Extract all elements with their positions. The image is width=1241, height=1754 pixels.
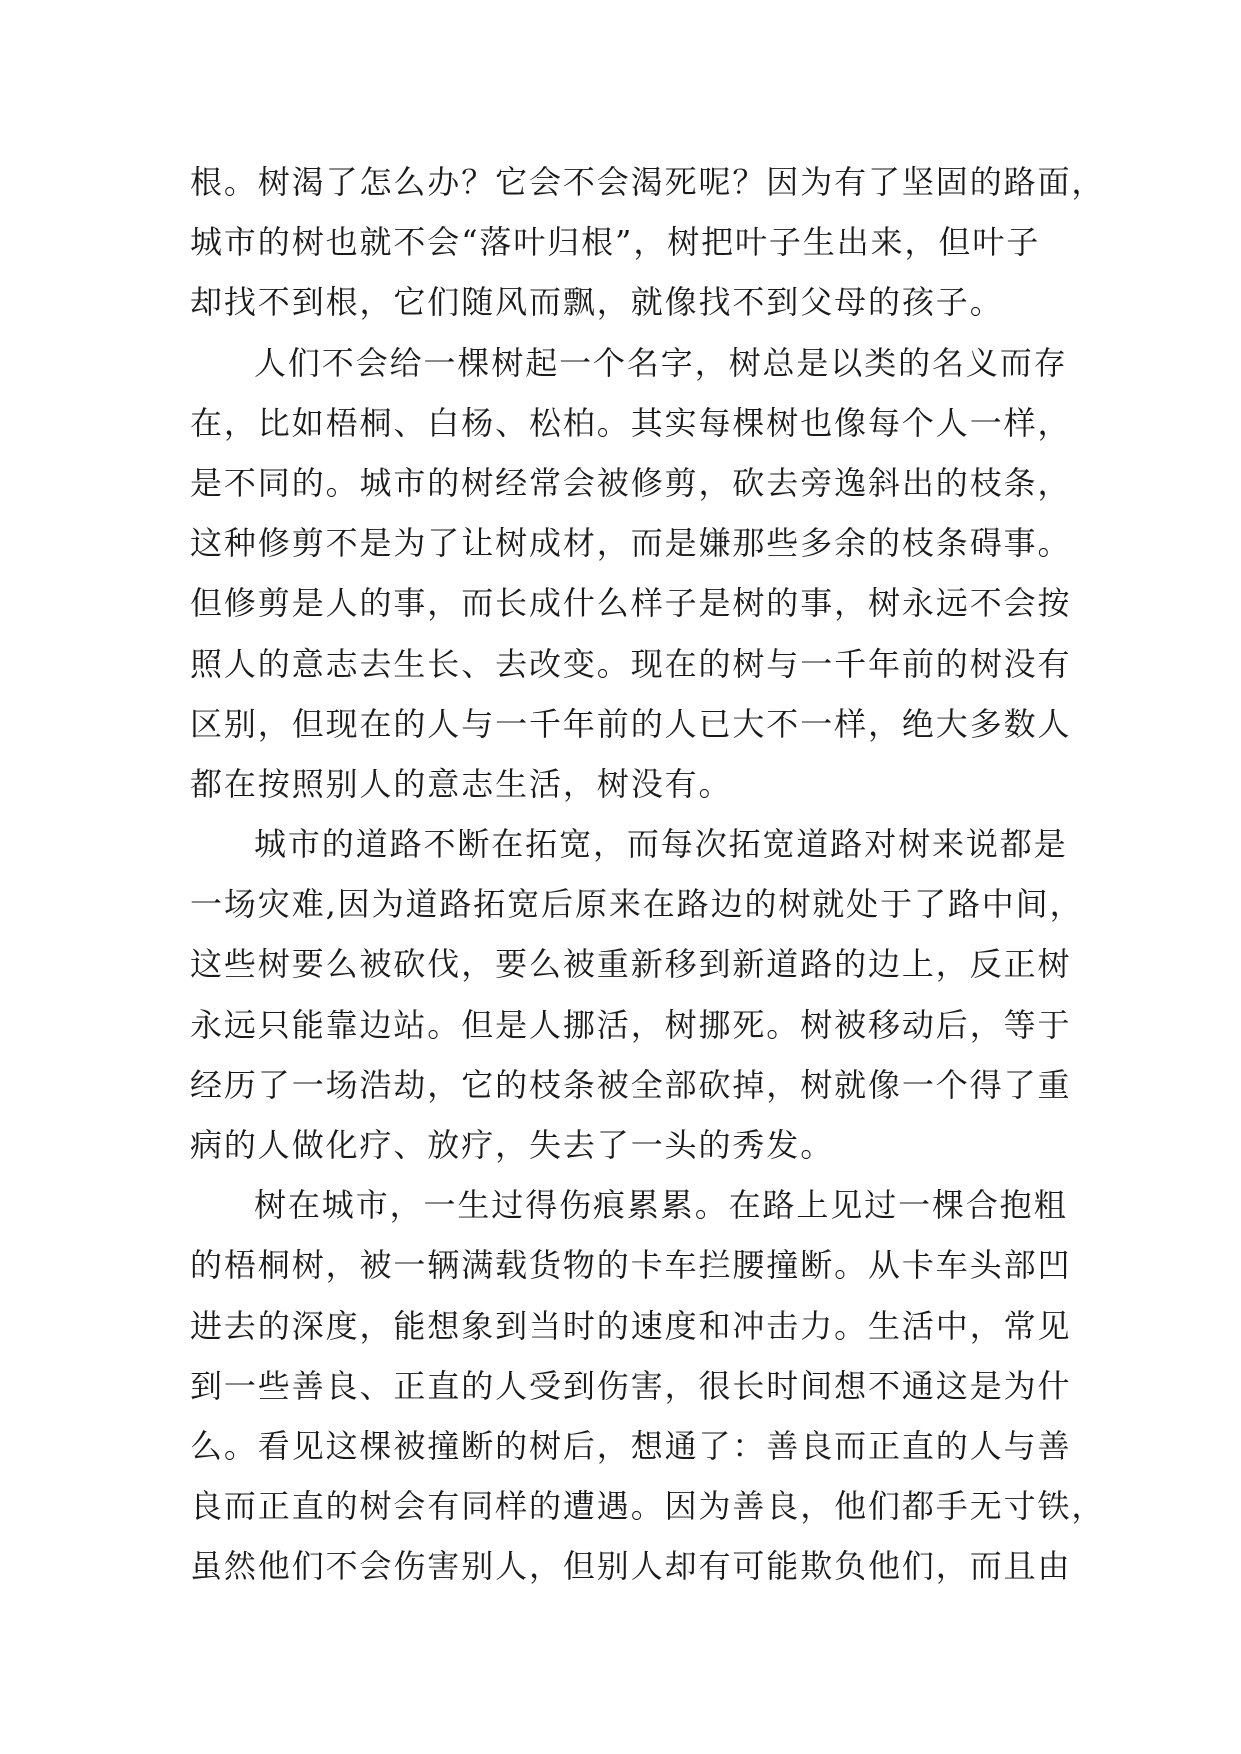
text-line-first: 人们不会给一棵树起一个名字，树总是以类的名义而存 bbox=[254, 343, 1068, 382]
text-line: 却找不到根，它们随风而飘，就像找不到父母的孩子。 bbox=[190, 283, 1004, 322]
document-body bbox=[190, 152, 1106, 1597]
text-line: 是不同的。城市的树经常会被修剪，砍去旁逸斜出的枝条， bbox=[190, 463, 1072, 502]
paragraph bbox=[190, 814, 1084, 1175]
text-line: 但修剪是人的事，而长成什么样子是树的事，树永远不会按 bbox=[190, 584, 1072, 623]
text-line-first: 城市的道路不断在拓宽，而每次拓宽道路对树来说都是 bbox=[254, 825, 1068, 864]
text-line-first: 树在城市，一生过得伤痕累累。在路上见过一棵合抱粗 bbox=[254, 1186, 1068, 1225]
text-line: 的梧桐树，被一辆满载货物的卡车拦腰撞断。从卡车头部凹 bbox=[190, 1246, 1072, 1285]
text-line: 这些树要么被砍伐，要么被重新移到新道路的边上，反正树 bbox=[190, 945, 1072, 984]
text-line: 照人的意志去生长、去改变。现在的树与一千年前的树没有 bbox=[190, 644, 1072, 683]
text-line: 到一些善良、正直的人受到伤害，很长时间想不通这是为什 bbox=[190, 1366, 1072, 1405]
text-line: 这种修剪不是为了让树成材，而是嫌那些多余的枝条碍事。 bbox=[190, 524, 1072, 563]
text-line: 城市的树也就不会“落叶归根”，树把叶子生出来，但叶子 bbox=[190, 223, 1041, 262]
paragraph bbox=[190, 333, 1080, 815]
text-line: 良而正直的树会有同样的遭遇。因为善良，他们都手无寸铁， bbox=[190, 1487, 1106, 1526]
text-line: 进去的深度，能想象到当时的速度和冲击力。生活中，常见 bbox=[190, 1306, 1072, 1345]
text-line: 都在按照别人的意志生活，树没有。 bbox=[190, 764, 733, 803]
paragraph bbox=[190, 1175, 1106, 1596]
text-line: 根。树渴了怎么办？它会不会渴死呢？因为有了坚固的路面， bbox=[190, 163, 1106, 201]
text-line: 永远只能靠边站。但是人挪活，树挪死。树被移动后，等于 bbox=[190, 1005, 1072, 1044]
text-line: 经历了一场浩劫，它的枝条被全部砍掉，树就像一个得了重 bbox=[190, 1065, 1072, 1104]
text-line: 区别，但现在的人与一千年前的人已大不一样，绝大多数人 bbox=[190, 704, 1072, 743]
text-line: 病的人做化疗、放疗，失去了一头的秀发。 bbox=[190, 1126, 835, 1164]
paragraph bbox=[190, 152, 1106, 333]
text-line: 么。看见这棵被撞断的树后，想通了：善良而正直的人与善 bbox=[190, 1426, 1072, 1465]
text-line: 在，比如梧桐、白杨、松柏。其实每棵树也像每个人一样， bbox=[190, 403, 1072, 442]
text-line: 一场灾难,因为道路拓宽后原来在路边的树就处于了路中间， bbox=[190, 885, 1084, 924]
text-line: 虽然他们不会伤害别人，但别人却有可能欺负他们，而且由 bbox=[190, 1547, 1072, 1586]
